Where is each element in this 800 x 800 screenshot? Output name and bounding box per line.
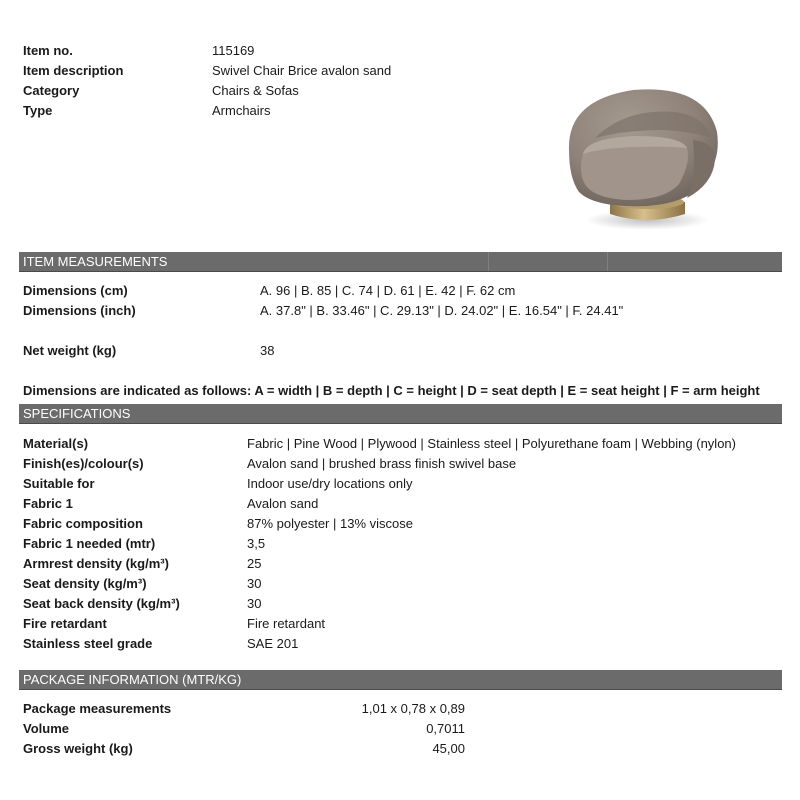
net-weight-label: Net weight (kg) [23, 343, 117, 358]
spec-row [0, 594, 800, 614]
spec-row [0, 474, 800, 494]
item-measurements-title: ITEM MEASUREMENTS [23, 254, 168, 269]
specifications-table [0, 434, 800, 654]
volume-label: Volume [23, 721, 69, 736]
product-image [555, 80, 725, 235]
spec-value: 87% polyester | 13% viscose [247, 516, 413, 531]
net-weight-value: 38 [260, 343, 275, 358]
dimensions-inch-value: A. 37.8" | B. 33.46" | C. 29.13" | D. 24.02" | E. 16.54" | F. 24.41" [260, 303, 624, 318]
item-no-value: 115169 [212, 43, 255, 58]
dimensions-cm-value: A. 96 | B. 85 | C. 74 | D. 61 | E. 42 | F. 62 cm [260, 283, 516, 298]
spec-label: Material(s) [23, 436, 89, 451]
item-measurements-header [19, 252, 782, 272]
item-description-value: Swivel Chair Brice avalon sand [212, 63, 392, 78]
item-no-label: Item no. [23, 43, 73, 58]
dimensions-inch-label: Dimensions (inch) [23, 303, 136, 318]
spec-row [0, 614, 800, 634]
spec-value: 25 [247, 556, 262, 571]
spec-value: 30 [247, 596, 262, 611]
spec-label: Fire retardant [23, 616, 107, 631]
spec-label: Finish(es)/colour(s) [23, 456, 144, 471]
spec-row [0, 634, 800, 654]
volume-value: 0,7011 [426, 721, 465, 736]
spec-label: Fabric 1 [23, 496, 73, 511]
spec-row [0, 574, 800, 594]
spec-value: Avalon sand [247, 496, 319, 511]
spec-value: 30 [247, 576, 262, 591]
gross-weight-label: Gross weight (kg) [23, 741, 133, 756]
spec-value: SAE 201 [247, 636, 299, 651]
spec-label: Fabric 1 needed (mtr) [23, 536, 156, 551]
package-measurements-value: 1,01 x 0,78 x 0,89 [361, 701, 465, 716]
spec-row [0, 454, 800, 474]
item-description-label: Item description [23, 63, 124, 78]
spec-label: Seat back density (kg/m³) [23, 596, 180, 611]
spec-row [0, 534, 800, 554]
spec-row [0, 494, 800, 514]
gross-weight-value: 45,00 [432, 741, 465, 756]
spec-value: Fire retardant [247, 616, 326, 631]
spec-row [0, 434, 800, 454]
spec-label: Seat density (kg/m³) [23, 576, 147, 591]
package-information-header [19, 670, 782, 690]
dimensions-cm-label: Dimensions (cm) [23, 283, 128, 298]
header-divider [488, 252, 489, 271]
type-value: Armchairs [212, 103, 271, 118]
type-label: Type [23, 103, 53, 118]
spec-value: 3,5 [247, 536, 266, 551]
specifications-header [19, 404, 782, 424]
spec-label: Fabric composition [23, 516, 143, 531]
spec-label: Stainless steel grade [23, 636, 153, 651]
armchair-photo-icon [555, 80, 725, 235]
spec-value: Fabric | Pine Wood | Plywood | Stainless steel | Polyurethane foam | Webbing (nylon) [247, 436, 736, 451]
spec-value: Avalon sand | brushed brass finish swivel base [247, 456, 517, 471]
package-information-title: PACKAGE INFORMATION (MTR/KG) [23, 672, 242, 687]
category-label: Category [23, 83, 80, 98]
spec-label: Armrest density (kg/m³) [23, 556, 169, 571]
spec-row [0, 514, 800, 534]
spec-value: Indoor use/dry locations only [247, 476, 413, 491]
spec-row [0, 554, 800, 574]
spec-label: Suitable for [23, 476, 95, 491]
specifications-title: SPECIFICATIONS [23, 406, 131, 421]
category-value: Chairs & Sofas [212, 83, 299, 98]
dimensions-legend: Dimensions are indicated as follows: A = width | B = depth | C = height | D = seat depth | E = seat height | F = arm height [23, 383, 760, 398]
header-divider [607, 252, 608, 271]
package-measurements-label: Package measurements [23, 701, 172, 716]
